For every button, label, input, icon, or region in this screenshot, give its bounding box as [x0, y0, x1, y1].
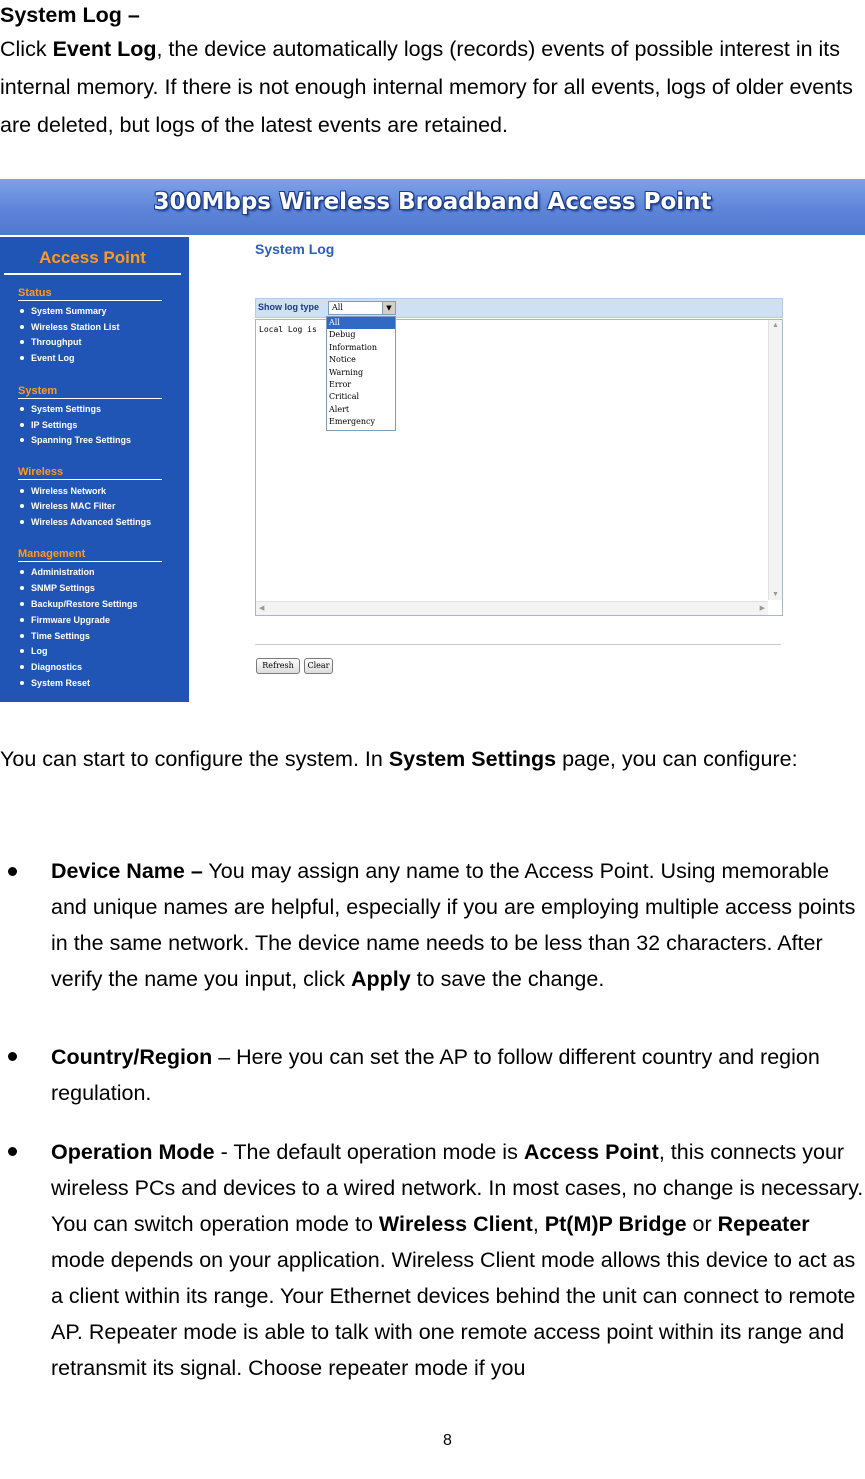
bullet-icon [20, 570, 24, 574]
apply-term: Apply [350, 967, 411, 991]
sidebar-item-backup-restore-settings[interactable]: Backup/Restore Settings [20, 598, 138, 610]
divider [255, 644, 781, 645]
sidebar-item-throughput[interactable]: Throughput [20, 336, 81, 348]
bullet-icon [20, 489, 24, 493]
bullet-icon [20, 309, 24, 313]
sidebar-title: Access Point [4, 243, 181, 275]
bullet-icon [20, 356, 24, 360]
log-type-bar [255, 298, 783, 318]
log-type-select[interactable]: All ▼ [328, 301, 396, 315]
sidebar-section-status: Status [18, 286, 162, 301]
bullet-icon [20, 602, 24, 606]
system-settings-term: System Settings [388, 747, 557, 771]
sidebar-item-administration[interactable]: Administration [20, 566, 95, 578]
log-type-option[interactable]: Critical [329, 392, 360, 402]
page-number: 8 [443, 1432, 452, 1449]
device-name-term: Device Name – [51, 859, 203, 883]
country-region-term: Country/Region [51, 1045, 213, 1069]
log-type-label: Show log type [258, 302, 320, 312]
bullet-icon [20, 586, 24, 590]
wireless-client-term: Wireless Client [378, 1212, 533, 1236]
log-type-dropdown-list[interactable] [326, 316, 396, 431]
bullet-icon [20, 634, 24, 638]
sidebar-item-spanning-tree-settings[interactable]: Spanning Tree Settings [20, 434, 131, 446]
log-text: Local Log is [259, 325, 317, 334]
content-title: System Log [255, 241, 335, 257]
chevron-down-icon[interactable]: ▼ [382, 302, 395, 314]
operation-mode-term: Operation Mode [51, 1140, 215, 1164]
scroll-left-icon[interactable]: ◀ [259, 605, 265, 612]
clear-button[interactable]: Clear [304, 658, 333, 674]
log-type-option[interactable]: Alert [329, 404, 350, 414]
log-type-option[interactable]: Error [329, 379, 352, 389]
sidebar [0, 237, 189, 702]
bullet-icon [20, 520, 24, 524]
operation-mode-item: Operation Mode - The default operation mode is Access Point, this connects your wireless PCs and devices to a wired network. In most cases, no change is necessary. You can switch operation mode to Wireless Client, Pt(M)P Bridge or Repeater mode depends on your application. Wireless Client mode allows this device to act as a client within its range. Your Ethernet devices behind the unit can connect to remote AP. Repeater mode is able to talk with one remote access point within its range and retransmit its signal. Choose repeater mode if you [51, 1140, 864, 1380]
log-type-option[interactable]: Warning [329, 367, 364, 377]
log-type-option[interactable]: Information [329, 342, 378, 352]
scroll-up-icon[interactable]: ▲ [772, 322, 779, 329]
configure-intro-paragraph: You can start to configure the system. In System Settings page, you can configure: [0, 747, 798, 771]
access-point-term: Access Point [523, 1140, 659, 1164]
bullet-icon [20, 681, 24, 685]
sidebar-item-system-settings[interactable]: System Settings [20, 403, 101, 415]
bullet-icon [20, 423, 24, 427]
refresh-button[interactable]: Refresh [256, 658, 300, 674]
product-banner [0, 179, 865, 235]
scroll-down-icon[interactable]: ▼ [772, 591, 779, 598]
bullet-icon [20, 618, 24, 622]
bullet-icon [20, 665, 24, 669]
sidebar-item-wireless-station-list[interactable]: Wireless Station List [20, 321, 119, 333]
sidebar-item-snmp-settings[interactable]: SNMP Settings [20, 582, 95, 594]
country-region-item: Country/Region – Here you can set the AP to follow different country and region regulation. [51, 1045, 820, 1105]
bullet-icon [20, 438, 24, 442]
sidebar-item-wireless-advanced-settings[interactable]: Wireless Advanced Settings [20, 516, 151, 528]
sidebar-item-wireless-network[interactable]: Wireless Network [20, 485, 106, 497]
bullet-icon [20, 325, 24, 329]
sidebar-item-system-summary[interactable]: System Summary [20, 305, 107, 317]
device-name-item: Device Name – You may assign any name to the Access Point. Using memorable and unique names are helpful, especially if you are employing multiple access points in the same network. The device name needs to be less than 32 characters. After verify the name you input, click Apply to save the change. [51, 859, 856, 991]
event-log-term: Event Log [52, 37, 157, 61]
log-type-option[interactable]: All [327, 317, 395, 329]
vertical-scrollbar[interactable] [768, 320, 782, 600]
sidebar-item-diagnostics[interactable]: Diagnostics [20, 661, 82, 673]
sidebar-item-firmware-upgrade[interactable]: Firmware Upgrade [20, 614, 110, 626]
sidebar-item-log[interactable]: Log [20, 645, 48, 657]
banner-title: 300Mbps Wireless Broadband Access Point [153, 189, 712, 215]
scroll-right-icon[interactable]: ▶ [759, 605, 765, 612]
sidebar-item-event-log[interactable]: Event Log [20, 352, 75, 364]
ptmp-bridge-term: Pt(M)P Bridge [544, 1212, 687, 1236]
log-type-option[interactable]: Debug [329, 330, 356, 340]
bullet-icon [20, 407, 24, 411]
log-type-option[interactable]: Emergency [329, 417, 375, 427]
section-heading: System Log – [0, 3, 140, 27]
horizontal-scrollbar[interactable] [256, 601, 768, 615]
repeater-term: Repeater [717, 1212, 810, 1236]
bullet-icon [20, 504, 24, 508]
sidebar-section-management: Management [18, 547, 162, 562]
bullet-icon [20, 649, 24, 653]
sidebar-item-wireless-mac-filter[interactable]: Wireless MAC Filter [20, 500, 115, 512]
bullet-icon [20, 340, 24, 344]
sidebar-item-time-settings[interactable]: Time Settings [20, 630, 90, 642]
bullet-icon [8, 1147, 17, 1156]
sidebar-item-system-reset[interactable]: System Reset [20, 677, 90, 689]
sidebar-section-wireless: Wireless [18, 465, 162, 480]
sidebar-item-ip-settings[interactable]: IP Settings [20, 419, 77, 431]
system-log-screenshot [0, 179, 865, 702]
intro-paragraph: Click Event Log, the device automatically logs (records) events of possible interest in its internal memory. If there is not enough internal memory for all events, logs of older events are deleted, but logs of the latest events are retained. [0, 37, 853, 137]
bullet-icon [8, 1052, 17, 1061]
sidebar-section-system: System [18, 384, 162, 399]
bullet-icon [8, 867, 17, 876]
log-type-option[interactable]: Notice [329, 355, 356, 365]
